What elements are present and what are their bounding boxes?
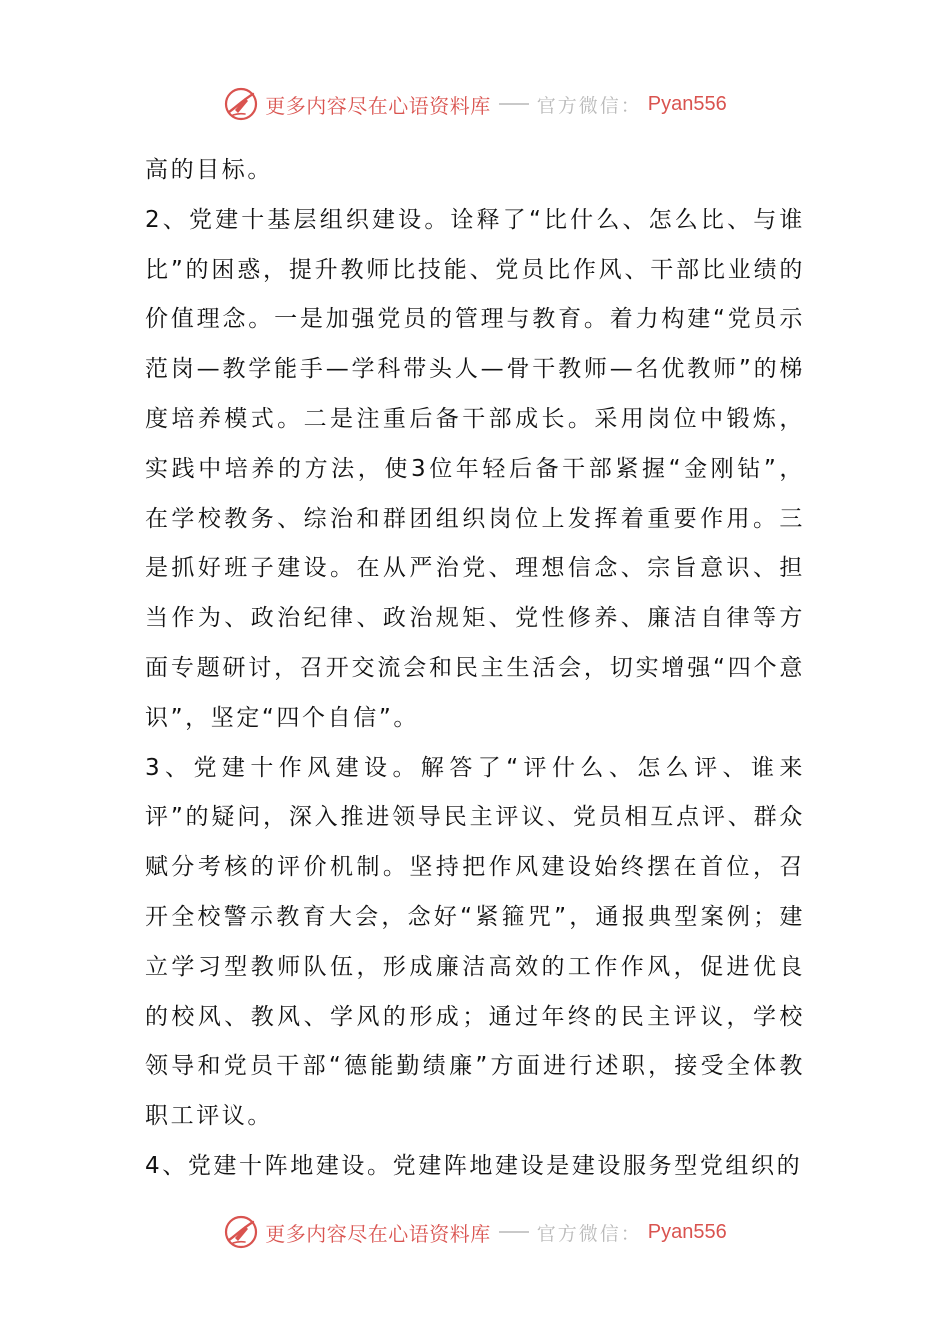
brand-text: 更多内容尽在心语资料库 — [265, 1221, 491, 1246]
separator-dash — [499, 103, 529, 105]
wechat-id: Pyan556 — [647, 92, 727, 115]
footer-watermark-banner — [0, 1212, 950, 1252]
pen-logo-icon — [223, 86, 259, 122]
official-wechat-label: 官方微信： — [536, 1222, 642, 1245]
separator-dash — [499, 1231, 529, 1233]
paragraph-section-2: 2、党建十基层组织建设。诠释了“比什么、怎么比、与谁比”的困惑，提升教师比技能、党员比作风、干部比业绩的价值理念。一是加强党员的管理与教育。着力构建“党员示范岗—教学能手—学科带头人—骨干教师—名优教师”的梯度培养模式。二是注重后备干部成长。采用岗位中锻炼，实践中培养的方法，使3位年轻后备干部紧握“金刚钻”，在学校教务、综治和群团组织岗位上发挥着重要作用。三是抓好班子建设。在从严治党、理想信念、宗旨意识、担当作为、政治纪律、政治规矩、党性修养、廉洁自律等方面专题研讨，召开交流会和民主生活会，切实增强“四个意识”，坚定“四个自信”。 — [145, 206, 805, 731]
official-wechat-label: 官方微信： — [536, 94, 642, 117]
paragraph-continuation: 高的目标。 — [145, 157, 273, 183]
header-watermark-banner — [0, 84, 950, 124]
paragraph-section-3: 3、党建十作风建设。解答了“评什么、怎么评、谁来评”的疑问，深入推进领导民主评议、党员相互点评、群众赋分考核的评价机制。坚持把作风建设始终摆在首位，召开全校警示教育大会，念好“紧箍咒”，通报典型案例；建立学习型教师队伍，形成廉洁高效的工作作风，促进优良的校风、教风、学风的形成；通过年终的民主评议，学校领导和党员干部“德能勤绩廉”方面进行述职，接受全体教职工评议。 — [145, 754, 805, 1130]
wechat-id: Pyan556 — [647, 1220, 727, 1243]
pen-logo-icon — [223, 1214, 259, 1250]
brand-text: 更多内容尽在心语资料库 — [265, 93, 491, 118]
document-body — [145, 146, 805, 1192]
paragraph-section-4: 4、党建十阵地建设。党建阵地建设是建设服务型党组织的 — [145, 1152, 803, 1179]
